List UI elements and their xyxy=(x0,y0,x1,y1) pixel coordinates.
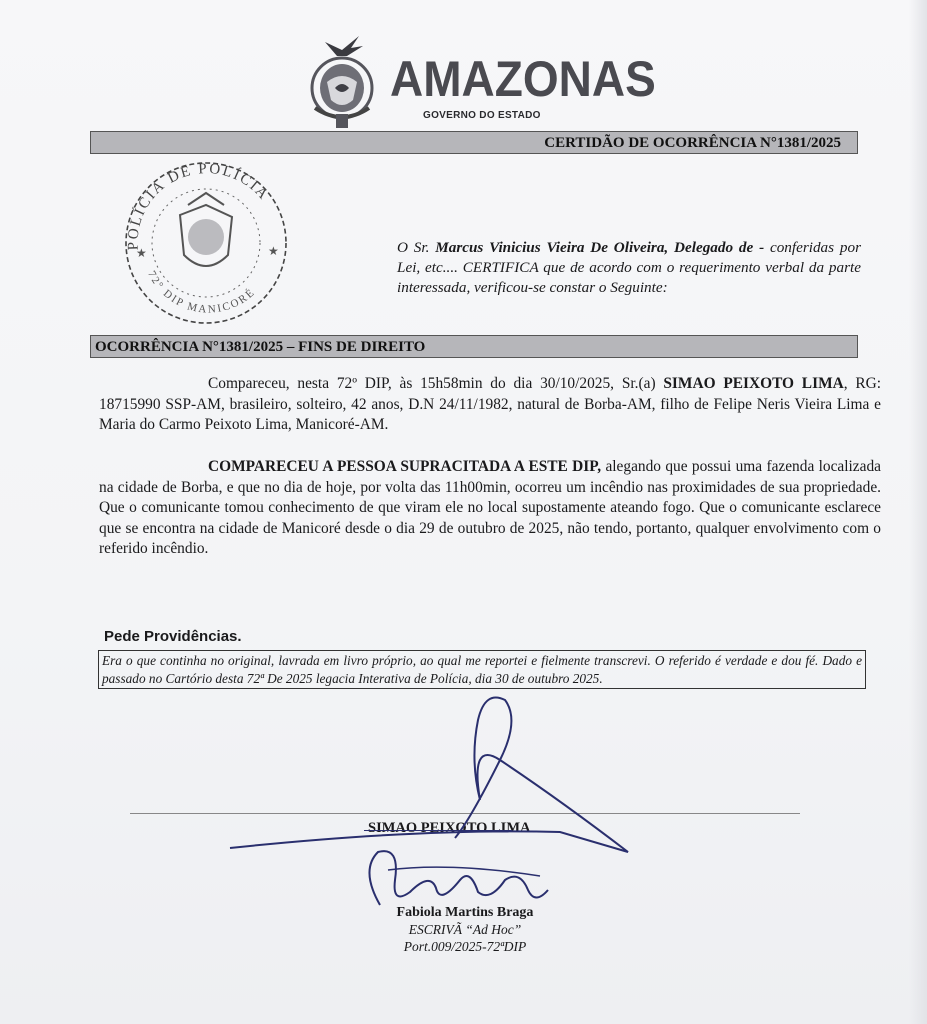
amazonas-coat-of-arms-icon xyxy=(305,30,380,130)
clerk-portaria: Port.009/2025-72ªDIP xyxy=(403,939,527,954)
svg-text:72° DIP MANICORÉ xyxy=(145,269,258,316)
clerk-role: ESCRIVÃ “Ad Hoc” xyxy=(408,922,522,937)
paragraph-attendance xyxy=(99,374,881,436)
paragraph1-text-a: Compareceu, nesta 72º DIP, às 15h58min do dia 30/10/2025, Sr.(a) xyxy=(208,375,664,392)
header-logo xyxy=(305,30,656,130)
svg-text:★: ★ xyxy=(268,244,279,258)
intro-rest: conferidas por Lei, etc.... CERTIFICA que de acordo com o requerimento verbal da parte interessada, verificou-se constar o Seguinte: xyxy=(397,239,861,296)
svg-text:★: ★ xyxy=(136,246,147,260)
police-seal-stamp-icon xyxy=(118,155,293,330)
paragraph-report xyxy=(99,457,881,560)
section-title-band xyxy=(90,335,858,358)
closing-statement-box: Era o que continha no original, lavrada em livro próprio, ao qual me reportei e fielmente transcrevi. O referido é verdade e dou fé. Dado e passado no Cartório desta 72ª De 2025 legacia Interativa de Polícia, dia 30 de outubro 2025. xyxy=(98,650,866,689)
seal-text-bottom: 72° DIP MANICORÉ xyxy=(145,268,258,316)
brand-subtitle: GOVERNO DO ESTADO xyxy=(423,110,541,121)
certificate-title-band xyxy=(90,131,858,154)
clerk-signature-block xyxy=(300,904,630,955)
paragraph2-text: alegando que possui uma fazenda localizada na cidade de Borba, e que no dia de hoje, por volta das 11h00min, ocorreu um incêndio nas proximidades de sua propriedade. Que o comunicante tomou conhecimento de que viram ele no local supostamente ateando fogo. Que o comunicante esclarece que se encontra na cidade de Manicoré desde o dia 29 de outubro de 2025, não tendo, portanto, qualquer envolvimento com o referido incêndio. xyxy=(99,458,881,558)
intro-paragraph xyxy=(397,238,861,298)
signature-line xyxy=(130,813,800,814)
brand-title: AMAZONAS xyxy=(390,51,656,107)
clerk-name: Fabiola Martins Braga xyxy=(396,905,534,920)
certificate-title: CERTIDÃO DE OCORRÊNCIA N°1381/2025 xyxy=(544,135,841,151)
person-name: SIMAO PEIXOTO LIMA xyxy=(663,375,844,392)
paragraph2-lead: COMPARECEU A PESSOA SUPRACITADA A ESTE DIP, xyxy=(208,458,602,475)
pede-providencias: Pede Providências. xyxy=(104,628,242,645)
seal-text-top: POLÍCIA DE POLÍCIA xyxy=(125,160,273,251)
signer-name: SIMAO PEIXOTO LIMA xyxy=(368,820,531,836)
officer-name: Marcus Vinicius Vieira De Oliveira, Delegado de - xyxy=(435,239,765,256)
intro-prefix: O Sr. xyxy=(397,239,436,256)
signature-strike xyxy=(364,830,512,831)
paragraph1-text-b: , RG: 18715990 SSP-AM, brasileiro, solteiro, 42 anos, D.N 24/11/1982, natural de Borba-AM, filho de Felipe Neris Vieira Lima e Maria do Carmo Peixoto Lima, Manicoré-AM. xyxy=(99,375,882,434)
section-title: OCORRÊNCIA N°1381/2025 – FINS DE DIREITO xyxy=(95,339,426,355)
